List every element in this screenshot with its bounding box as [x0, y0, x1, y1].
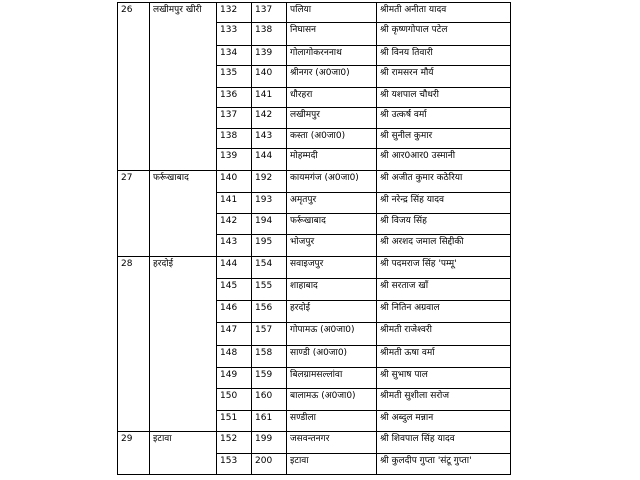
candidate-name: श्री अरशद जमाल सिद्दीकी: [377, 235, 511, 257]
candidate-name: श्री नरेन्द्र सिंह यादव: [377, 193, 511, 214]
district-number: 26: [118, 3, 150, 171]
candidate-name: श्री नितिन अग्रवाल: [377, 301, 511, 323]
district-name: हरदोई: [150, 257, 217, 432]
serial-number: 137: [217, 108, 252, 129]
constituency-number: 141: [252, 88, 287, 108]
constituency-number: 193: [252, 193, 287, 214]
serial-number: 143: [217, 235, 252, 257]
candidate-name: श्री अब्दुल मन्नान: [377, 411, 511, 432]
candidate-name: श्री सरताज खाँ: [377, 279, 511, 301]
candidate-name: श्री विनय तिवारी: [377, 46, 511, 66]
candidate-name: श्री शिवपाल सिंह यादव: [377, 432, 511, 454]
table-row: [118, 257, 511, 279]
constituency-name: सण्डीला: [287, 411, 377, 432]
constituency-number: 160: [252, 389, 287, 411]
constituency-number: 157: [252, 323, 287, 346]
district-number: 28: [118, 257, 150, 432]
serial-number: 135: [217, 66, 252, 88]
serial-number: 146: [217, 301, 252, 323]
serial-number: 144: [217, 257, 252, 279]
serial-number: 151: [217, 411, 252, 432]
serial-number: 149: [217, 368, 252, 389]
constituency-name: साण्डी (अ0जा0): [287, 346, 377, 368]
serial-number: 152: [217, 432, 252, 454]
constituency-number: 161: [252, 411, 287, 432]
table-row: [118, 432, 511, 454]
candidate-table: [117, 2, 511, 475]
constituency-number: 194: [252, 214, 287, 235]
serial-number: 132: [217, 3, 252, 23]
constituency-name: भोजपुर: [287, 235, 377, 257]
candidate-name: श्री उत्कर्ष वर्मा: [377, 108, 511, 129]
table-row: [118, 171, 511, 193]
constituency-name: बालामऊ (अ0जा0): [287, 389, 377, 411]
candidate-name: श्री सुनील कुमार: [377, 129, 511, 149]
constituency-number: 155: [252, 279, 287, 301]
constituency-name: सवाइजपुर: [287, 257, 377, 279]
constituency-name: फर्रूखाबाद: [287, 214, 377, 235]
constituency-name: निघासन: [287, 23, 377, 46]
constituency-name: इटावा: [287, 454, 377, 475]
serial-number: 136: [217, 88, 252, 108]
candidate-table-body: [118, 3, 511, 475]
constituency-name: गोलागोकरननाथ: [287, 46, 377, 66]
constituency-number: 138: [252, 23, 287, 46]
constituency-name: शाहाबाद: [287, 279, 377, 301]
candidate-name: श्री पदमराज सिंह 'पम्मू': [377, 257, 511, 279]
constituency-name: कस्ता (अ0जा0): [287, 129, 377, 149]
constituency-number: 195: [252, 235, 287, 257]
constituency-name: बिलग्रामसल्लांवा: [287, 368, 377, 389]
serial-number: 150: [217, 389, 252, 411]
district-number: 27: [118, 171, 150, 257]
constituency-name: अमृतपुर: [287, 193, 377, 214]
constituency-name: गोपामऊ (अ0जा0): [287, 323, 377, 346]
candidate-name: श्रीमती अनीता यादव: [377, 3, 511, 23]
candidate-name: श्री कुलदीप गुप्ता 'संटू गुप्ता': [377, 454, 511, 475]
candidate-name: श्री विजय सिंह: [377, 214, 511, 235]
constituency-number: 143: [252, 129, 287, 149]
district-name: लखीमपुर खीरी: [150, 3, 217, 171]
serial-number: 145: [217, 279, 252, 301]
constituency-number: 199: [252, 432, 287, 454]
constituency-number: 144: [252, 149, 287, 171]
candidate-name: श्रीमती ऊषा वर्मा: [377, 346, 511, 368]
serial-number: 142: [217, 214, 252, 235]
serial-number: 133: [217, 23, 252, 46]
serial-number: 134: [217, 46, 252, 66]
constituency-number: 192: [252, 171, 287, 193]
constituency-name: जसवन्तनगर: [287, 432, 377, 454]
table-row: [118, 3, 511, 23]
serial-number: 141: [217, 193, 252, 214]
candidate-name: श्री यशपाल चौधरी: [377, 88, 511, 108]
district-name: फर्रूखाबाद: [150, 171, 217, 257]
serial-number: 148: [217, 346, 252, 368]
serial-number: 139: [217, 149, 252, 171]
candidate-name: श्रीमती सुशीला सरोज: [377, 389, 511, 411]
constituency-name: हरदोई: [287, 301, 377, 323]
constituency-name: पलिया: [287, 3, 377, 23]
constituency-number: 137: [252, 3, 287, 23]
serial-number: 138: [217, 129, 252, 149]
constituency-number: 156: [252, 301, 287, 323]
constituency-number: 154: [252, 257, 287, 279]
candidate-name: श्री सुभाष पाल: [377, 368, 511, 389]
constituency-name: लखीमपुर: [287, 108, 377, 129]
serial-number: 153: [217, 454, 252, 475]
constituency-number: 158: [252, 346, 287, 368]
constituency-name: कायमगंज (अ0जा0): [287, 171, 377, 193]
constituency-number: 142: [252, 108, 287, 129]
constituency-number: 159: [252, 368, 287, 389]
candidate-name: श्रीमती राजेश्वरी: [377, 323, 511, 346]
candidate-name: श्री आर0आर0 उस्मानी: [377, 149, 511, 171]
serial-number: 140: [217, 171, 252, 193]
candidate-name: श्री रामसरन मौर्य: [377, 66, 511, 88]
constituency-number: 139: [252, 46, 287, 66]
constituency-name: मोहम्मदी: [287, 149, 377, 171]
district-name: इटावा: [150, 432, 217, 475]
constituency-name: धौरहरा: [287, 88, 377, 108]
serial-number: 147: [217, 323, 252, 346]
district-number: 29: [118, 432, 150, 475]
candidate-name: श्री कृष्णगोपाल पटेल: [377, 23, 511, 46]
constituency-number: 200: [252, 454, 287, 475]
constituency-name: श्रीनगर (अ0जा0): [287, 66, 377, 88]
constituency-number: 140: [252, 66, 287, 88]
candidate-name: श्री अजीत कुमार कठेरिया: [377, 171, 511, 193]
